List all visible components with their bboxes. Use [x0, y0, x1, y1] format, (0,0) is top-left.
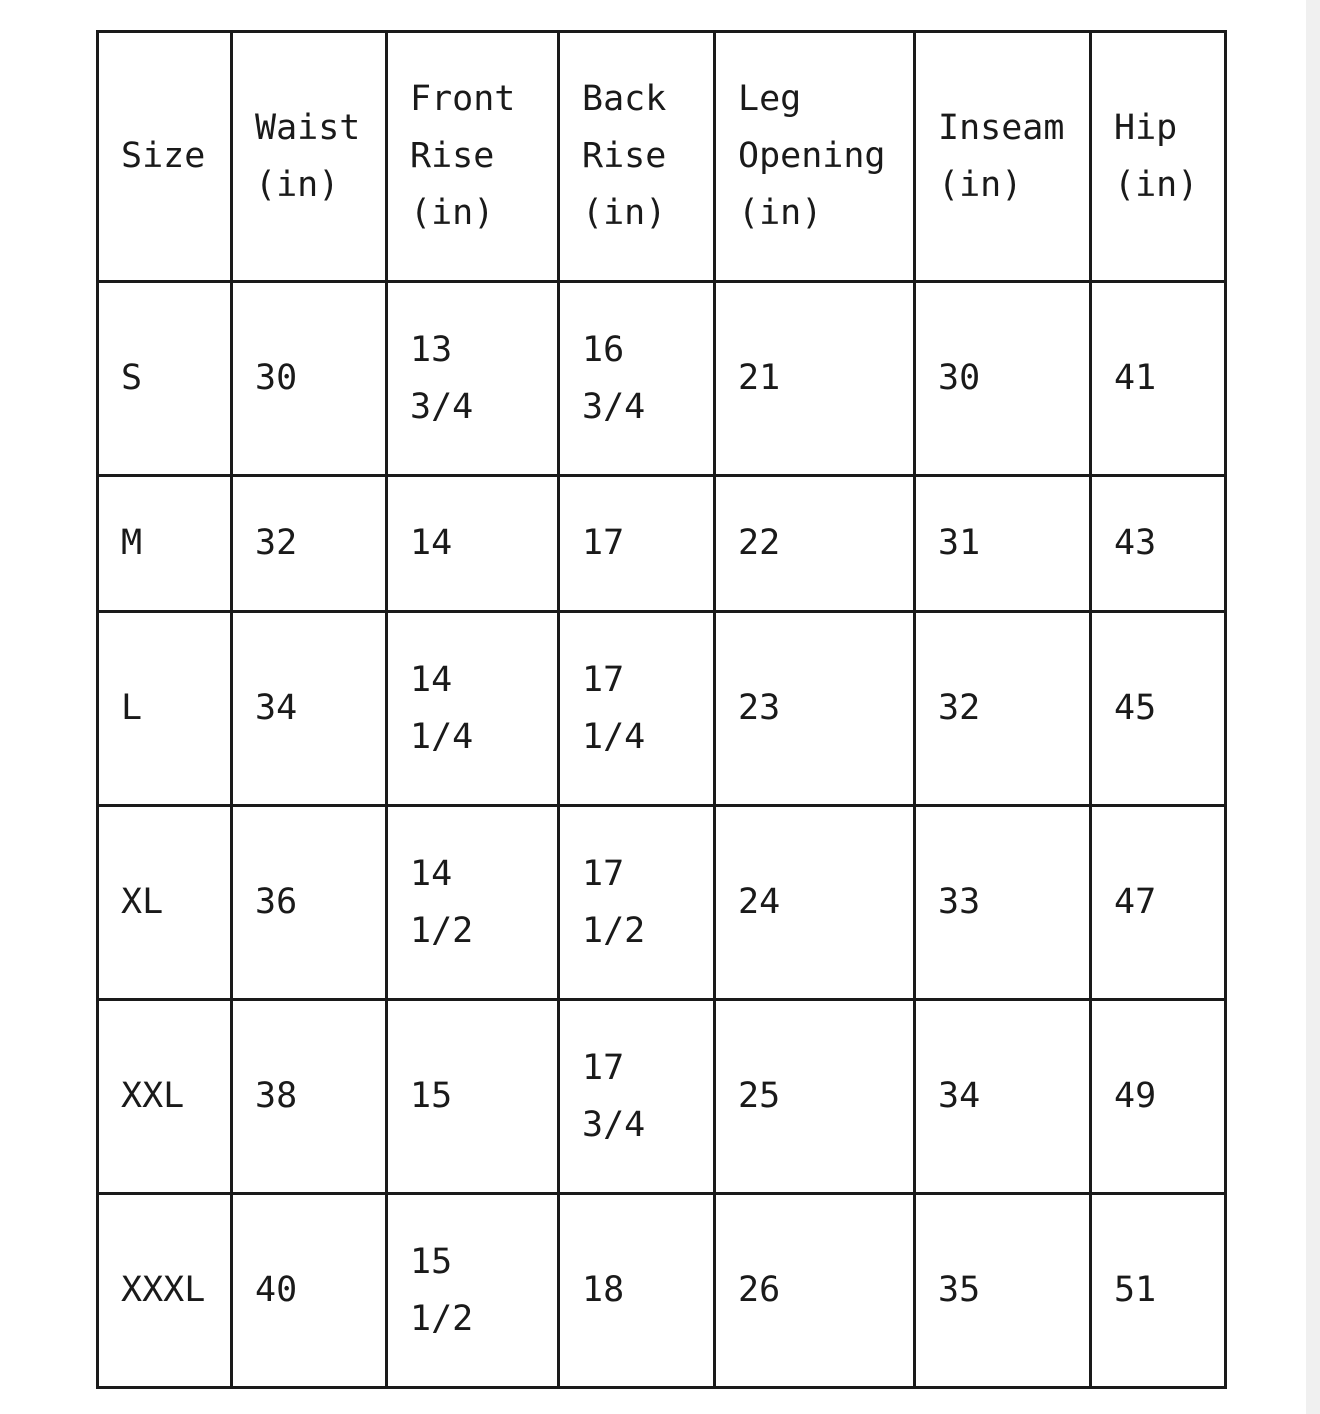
cell-waist: 40 [232, 1194, 387, 1388]
cell-inseam: 33 [915, 806, 1091, 1000]
cell-leg-opening: 22 [715, 476, 915, 612]
cell-front-rise: 13 3/4 [387, 282, 559, 476]
cell-hip: 47 [1091, 806, 1226, 1000]
cell-back-rise: 16 3/4 [559, 282, 715, 476]
size-chart-table [96, 30, 1227, 1389]
header-cell-waist: Waist (in) [232, 32, 387, 282]
cell-back-rise: 17 [559, 476, 715, 612]
table-row-xxl [98, 1000, 1226, 1194]
cell-leg-opening: 21 [715, 282, 915, 476]
table-row-m [98, 476, 1226, 612]
cell-leg-opening: 25 [715, 1000, 915, 1194]
header-cell-back-rise: Back Rise (in) [559, 32, 715, 282]
cell-size: M [98, 476, 232, 612]
cell-back-rise: 18 [559, 1194, 715, 1388]
header-cell-front-rise: Front Rise (in) [387, 32, 559, 282]
table-row-s [98, 282, 1226, 476]
table-row-l [98, 612, 1226, 806]
cell-hip: 45 [1091, 612, 1226, 806]
cell-waist: 34 [232, 612, 387, 806]
cell-leg-opening: 24 [715, 806, 915, 1000]
cell-size: XXL [98, 1000, 232, 1194]
cell-size: S [98, 282, 232, 476]
cell-inseam: 31 [915, 476, 1091, 612]
cell-front-rise: 14 1/2 [387, 806, 559, 1000]
cell-back-rise: 17 3/4 [559, 1000, 715, 1194]
cell-waist: 32 [232, 476, 387, 612]
cell-size: XXXL [98, 1194, 232, 1388]
table-header-row [98, 32, 1226, 282]
cell-back-rise: 17 1/4 [559, 612, 715, 806]
cell-front-rise: 15 [387, 1000, 559, 1194]
cell-hip: 41 [1091, 282, 1226, 476]
cell-inseam: 35 [915, 1194, 1091, 1388]
cell-size: XL [98, 806, 232, 1000]
cell-front-rise: 14 [387, 476, 559, 612]
header-cell-inseam: Inseam (in) [915, 32, 1091, 282]
cell-front-rise: 15 1/2 [387, 1194, 559, 1388]
cell-hip: 49 [1091, 1000, 1226, 1194]
cell-leg-opening: 23 [715, 612, 915, 806]
header-cell-size: Size [98, 32, 232, 282]
cell-back-rise: 17 1/2 [559, 806, 715, 1000]
cell-waist: 38 [232, 1000, 387, 1194]
cell-hip: 51 [1091, 1194, 1226, 1388]
cell-waist: 36 [232, 806, 387, 1000]
table-row-xl [98, 806, 1226, 1000]
cell-front-rise: 14 1/4 [387, 612, 559, 806]
cell-inseam: 34 [915, 1000, 1091, 1194]
header-cell-hip: Hip (in) [1091, 32, 1226, 282]
cell-hip: 43 [1091, 476, 1226, 612]
cell-inseam: 30 [915, 282, 1091, 476]
cell-size: L [98, 612, 232, 806]
cell-inseam: 32 [915, 612, 1091, 806]
cell-waist: 30 [232, 282, 387, 476]
cell-leg-opening: 26 [715, 1194, 915, 1388]
scrollbar-track[interactable] [1306, 0, 1320, 1414]
table-row-xxxl [98, 1194, 1226, 1388]
header-cell-leg-opening: Leg Opening (in) [715, 32, 915, 282]
